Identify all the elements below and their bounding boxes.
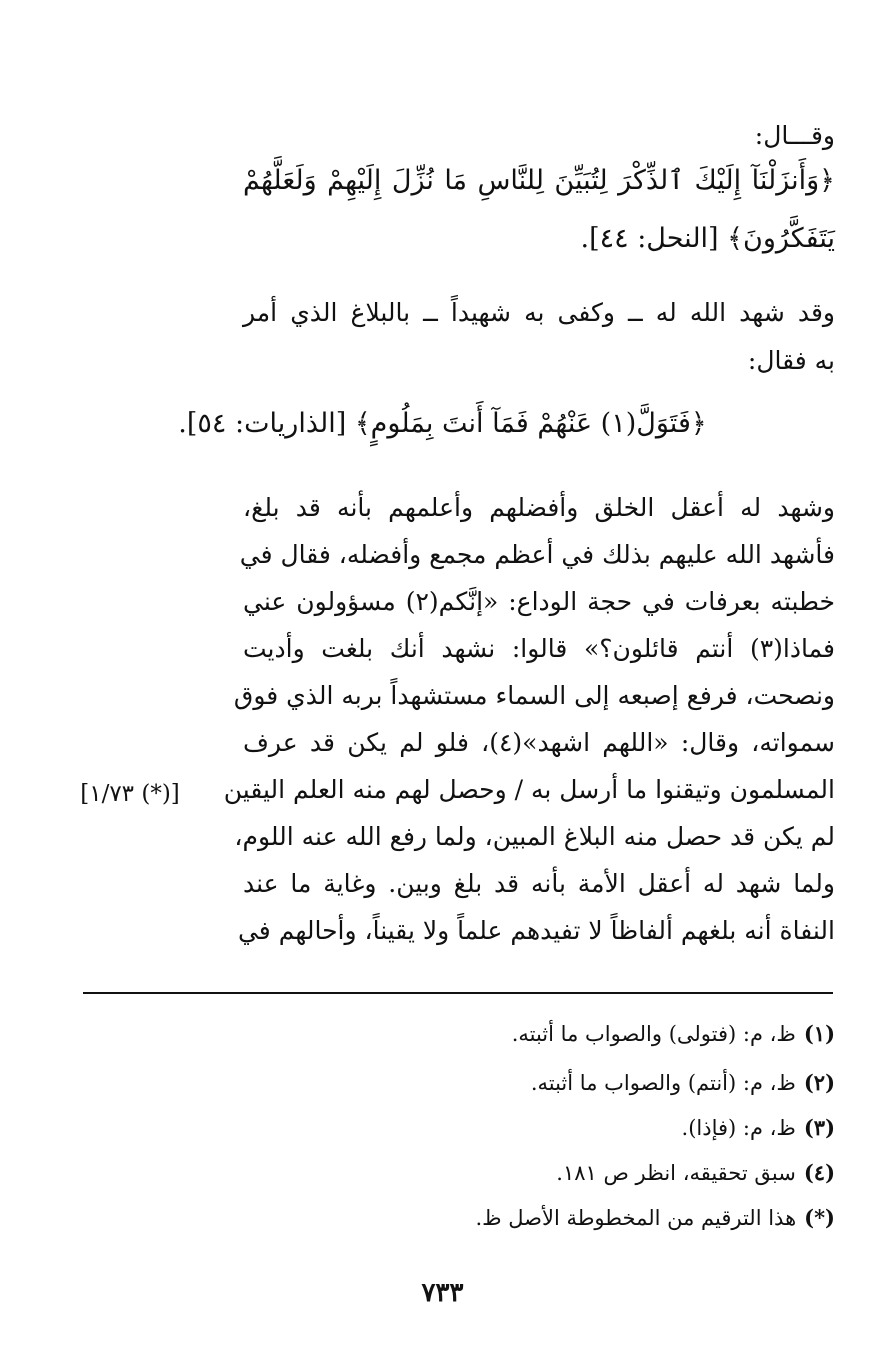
paragraph-2-line: النفاة أنه بلغهم ألفاظاً لا تفيدهم علماً ولا يقيناً، وأحالهم في [237,916,835,945]
footnote-number: (٤) [803,1160,835,1185]
footnote-number: (٢) [803,1070,835,1095]
paragraph-1-line-2: به فقال: [747,346,835,375]
footnote-number: (*) [804,1205,835,1230]
footnote-number: (٣) [803,1115,835,1140]
paragraph-2-line: سمواته، وقال: «اللهم اشهد»(٤)، فلو لم يكن قد عرف [243,728,835,757]
footnote-text: ظ، م: (أنتم) والصواب ما أثبته. [530,1071,796,1095]
footnote-text: هذا الترقيم من المخطوطة الأصل ظ. [475,1206,797,1230]
footnote-text: ظ، م: (فإذا). [681,1116,796,1140]
footnote [556,1157,835,1189]
paragraph-2-line: ولما شهد له أعقل الأمة بأنه قد بلغ وبين. وغاية ما عند [243,869,835,898]
paragraph-2-line: فأشهد الله عليهم بذلك في أعظم مجمع وأفضله، فقال في [239,540,835,569]
footnote-number: (١) [803,1021,835,1046]
intro-said: وقـــال: [754,121,835,150]
quran-verse-nahl-line-2: يَتَفَكَّرُونَ﴾ [النحل: ٤٤]. [580,223,835,254]
footnote-text: سبق تحقيقه، انظر ص ١٨١. [556,1161,796,1185]
paragraph-2-line: وشهد له أعقل الخلق وأفضلهم وأعلمهم بأنه قد بلغ، [243,493,835,522]
manuscript-margin-note: [(*) ١/٧٣] [80,781,180,807]
footnote [531,1067,835,1099]
footnote-text: ظ، م: (فتولى) والصواب ما أثبته. [511,1022,796,1046]
paragraph-2-line: لم يكن قد حصل منه البلاغ المبين، ولما رفع الله عنه اللوم، [234,822,835,851]
footnote [512,1018,835,1050]
paragraph-2-line: خطبته بعرفات في حجة الوداع: «إنَّكم(٢) مسؤولون عني [243,587,835,616]
paragraph-2-line: فماذا(٣) أنتم قائلون؟» قالوا: نشهد أنك بلغت وأديت [243,634,835,663]
paragraph-2-line: المسلمون وتيقنوا ما أرسل به / وحصل لهم منه العلم اليقين [223,775,835,804]
quran-verse-dhariyat: ﴿فَتَوَلَّ(١) عَنْهُمْ فَمَآ أَنتَ بِمَلُومٍ﴾ [الذاريات: ٥٤]. [178,408,707,439]
footnote-separator [83,992,833,994]
paragraph-2-line: ونصحت، فرفع إصبعه إلى السماء مستشهداً بربه الذي فوق [233,681,835,710]
page-number: ٧٣٣ [421,1278,464,1308]
footnote [682,1112,835,1144]
paragraph-1-line-1: وقد شهد الله له ــ وكفى به شهيداً ــ بالبلاغ الذي أمر [243,298,835,327]
footnote [475,1202,835,1234]
quran-verse-nahl-line-1: ﴿وَأَنزَلْنَآ إِلَيْكَ ٱلذِّكْرَ لِتُبَيِّنَ لِلنَّاسِ مَا نُزِّلَ إِلَيْهِمْ وَلَعَلَّهُمْ [243,165,835,196]
